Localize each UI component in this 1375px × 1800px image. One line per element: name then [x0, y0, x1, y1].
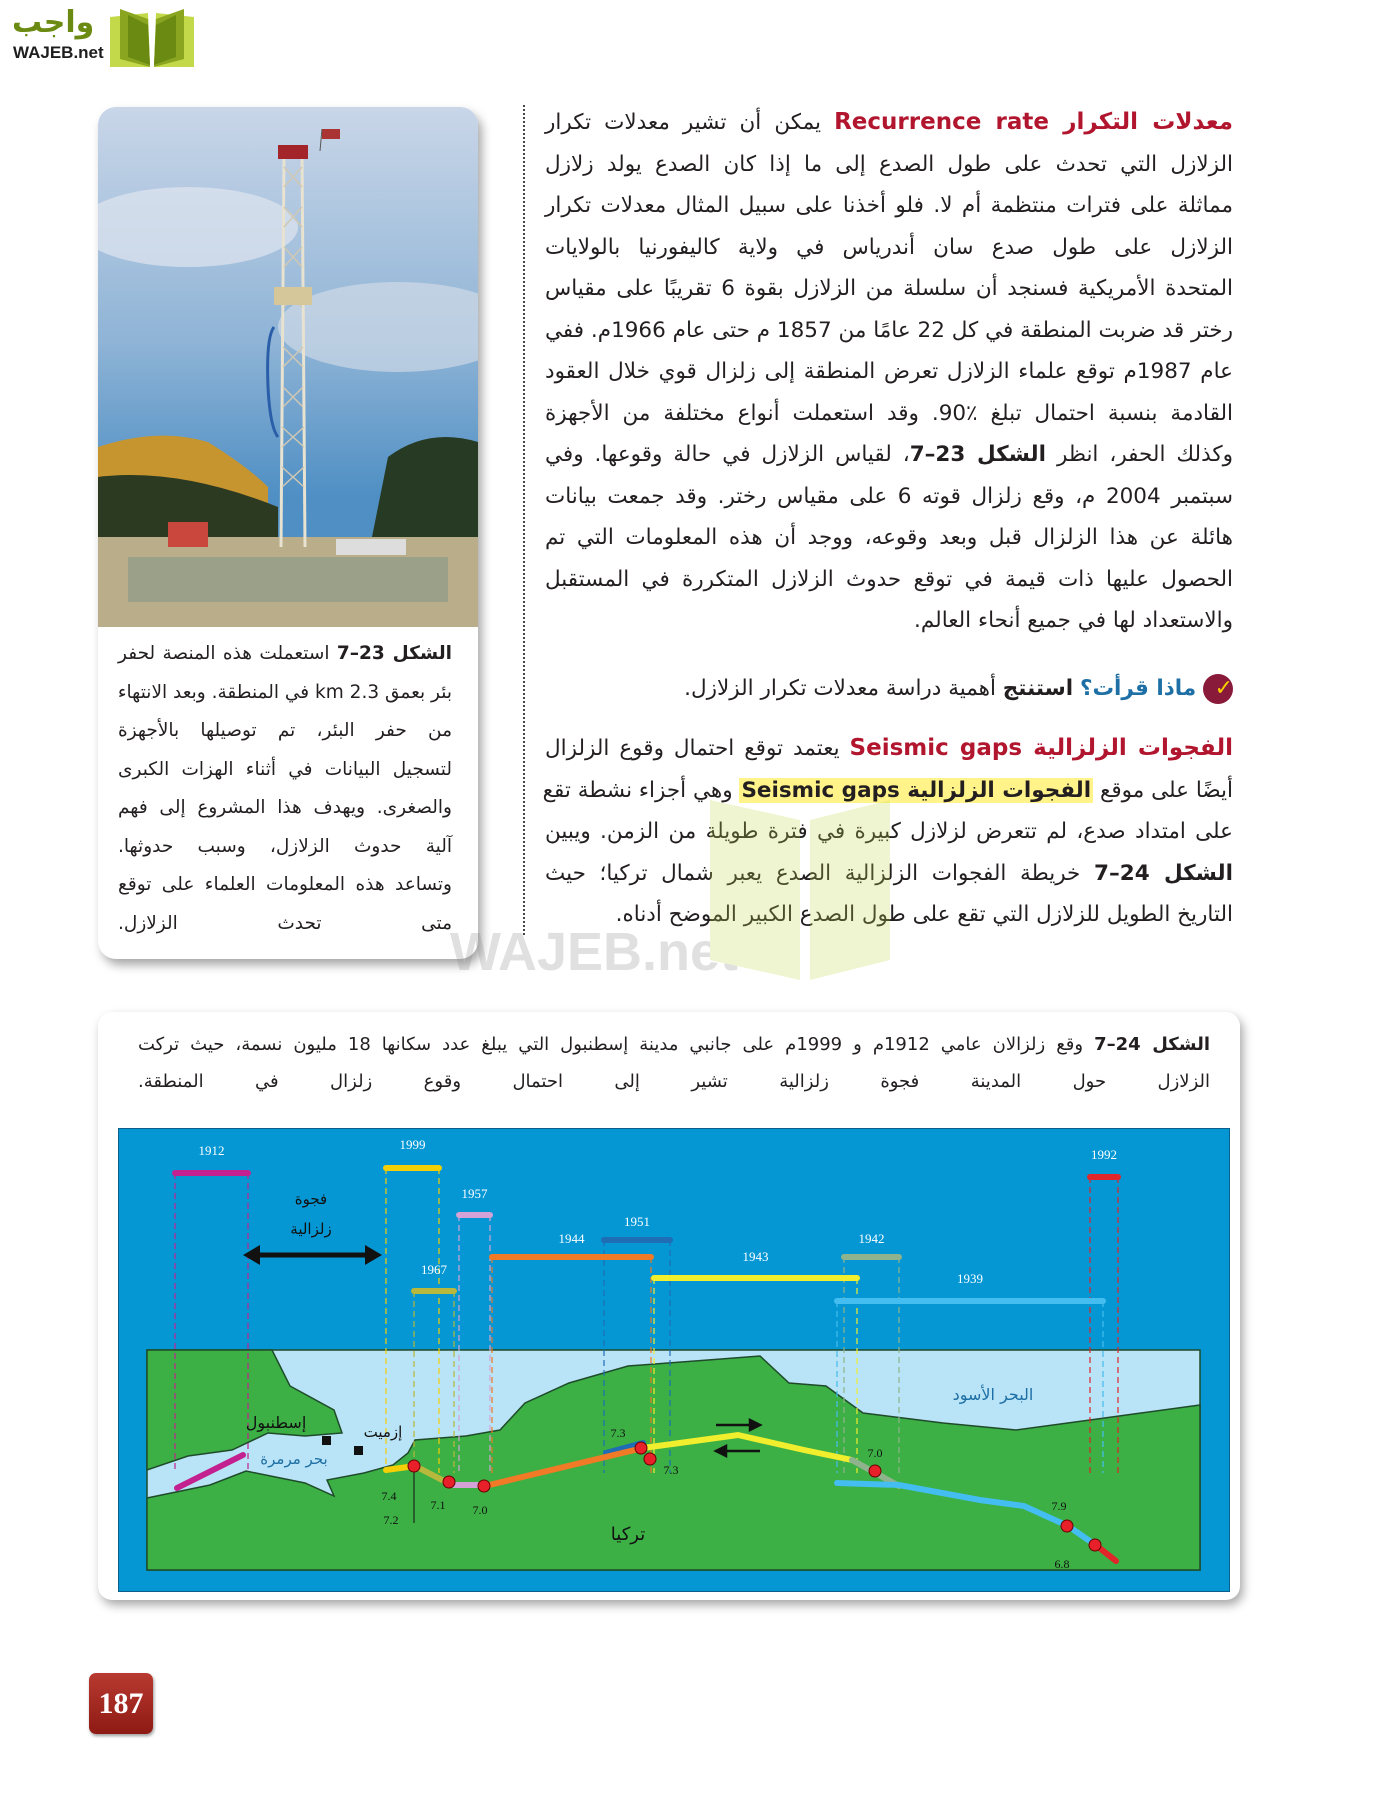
magnitude-label: 6.8 [1054, 1557, 1070, 1571]
text-line [545, 559, 1233, 601]
text-segment: مماثلة على فترات منتظمة أم لا. فلو أخذنا على سبيل المثال معدلات تكرار [545, 193, 1233, 218]
bold-reference: الشكل 23–7 [336, 643, 452, 664]
text-segment: المتحدة الأمريكية فسنجد أن سلسلة من الزلازل بقوة 6 تقريبًا على مقياس [545, 276, 1233, 301]
text-line [118, 905, 452, 944]
text-segment: الزلازل على طول صدع سان أندرياس في ولاية كاليفورنيا بالولايات [545, 234, 1233, 260]
magnitude-label: 7.1 [430, 1498, 446, 1512]
label-turkey: تركيا [610, 1524, 646, 1545]
magnitude-label: 7.9 [1051, 1499, 1067, 1513]
svg-text:WAJEB.net: WAJEB.net [450, 922, 739, 980]
text-segment: استعملت هذه المنصة لحفر [118, 643, 337, 664]
text-segment: القادمة بنسبة احتمال تبلغ ٪90. وقد استعملت أنواع مختلفة من الأجهزة [545, 400, 1233, 426]
label-izmit: إزميت [363, 1423, 403, 1441]
text-segment: وتساعد هذه المعلومات العلماء على توقع [118, 874, 452, 895]
text-line [545, 894, 1233, 936]
figure-23-card [98, 107, 478, 959]
epicenter-dot [869, 1465, 881, 1477]
recurrence-rate-section [545, 102, 1233, 642]
column-divider [523, 105, 525, 935]
section-heading: الفجوات الزلزالية Seismic gaps [849, 735, 1233, 761]
text-line [545, 144, 1233, 186]
magnitude-label: 7.3 [610, 1426, 626, 1440]
text-segment: خريطة الفجوات الزلزالية الصدع يعبر شمال تركيا؛ حيث [545, 860, 1095, 886]
magnitude-label: 7.0 [472, 1503, 488, 1517]
bold-reference: الشكل 23–7 [909, 442, 1046, 467]
reading-check-verb: استنتج [1002, 676, 1074, 701]
text-segment: الزلازل حول المدينة فجوة زلزالية تشير إلى احتمال وقوع زلزال في المنطقة. [138, 1071, 1210, 1092]
text-segment: ، لقياس الزلازل في حالة وقوعها. وفي [545, 442, 910, 467]
label-black-sea: البحر الأسود [952, 1385, 1034, 1404]
text-line [545, 811, 1233, 853]
text-segment: بئر بعمق 2.3 km في المنطقة. وبعد الانتهاء [117, 681, 452, 703]
gap-label-1: فجوة [294, 1190, 328, 1208]
text-line [545, 434, 1233, 476]
text-segment: والاستعداد لها في جميع أنحاء العالم. [914, 608, 1233, 633]
bold-reference: الشكل 24–7 [1094, 860, 1234, 886]
rupture-year-label: 1951 [624, 1214, 650, 1229]
rupture-year-label: 1912 [198, 1143, 225, 1158]
text-segment: عام 1987م توقع علماء الزلازل تعرض المنطقة إلى زلزال قوي خلال العقود [545, 359, 1233, 384]
text-line [545, 600, 1233, 642]
text-segment: وهي أجزاء نشطة تقع [542, 777, 740, 803]
text-line [118, 751, 452, 790]
section-heading: معدلات التكرار Recurrence rate [834, 109, 1233, 135]
text-line [138, 1063, 1210, 1100]
text-line [138, 1026, 1210, 1063]
epicenter-dot [1061, 1520, 1073, 1532]
text-line [545, 476, 1233, 518]
text-segment: يعتمد توقع احتمال وقوع الزلزال [545, 736, 850, 761]
text-line [118, 828, 452, 867]
text-segment: الزلازل التي تحدث على طول الصدع إلى ما إذا كان الصدع يولد زلازل [545, 151, 1233, 177]
label-marmara: بحر مرمرة [260, 1450, 328, 1468]
label-istanbul: إسطنبول [245, 1413, 307, 1432]
magnitude-label: 7.2 [383, 1513, 399, 1527]
izmit-marker [354, 1446, 363, 1455]
logo-arabic: واجب [12, 5, 95, 40]
rupture-year-label: 1942 [858, 1231, 885, 1246]
text-line [545, 102, 1233, 144]
magnitude-label: 7.0 [867, 1446, 883, 1460]
magnitude-label: 7.4 [381, 1489, 397, 1503]
epicenter-dot [478, 1480, 490, 1492]
epicenter-dot [635, 1442, 647, 1454]
text-line [118, 674, 452, 713]
epicenter-dot [408, 1460, 420, 1472]
page-number: 187 [89, 1673, 153, 1734]
text-segment: وكذلك الحفر، انظر [1045, 442, 1233, 467]
gap-label-2: زلزالية [290, 1220, 332, 1238]
epicenter-dot [1089, 1539, 1101, 1551]
text-segment: التاريخ الطويل للزلازل التي تقع على طول الصدع الكبير الموضح أدناه. [615, 902, 1233, 927]
rupture-year-label: 1943 [742, 1249, 769, 1264]
reading-check-text: أهمية دراسة معدلات تكرار الزلازل. [684, 676, 1003, 701]
text-segment: من حفر البئر، تم توصيلها بالأجهزة [118, 720, 452, 741]
checkmark-icon: ✓ [1203, 674, 1233, 704]
text-segment: لتسجيل البيانات في أثناء الهزات الكبرى [118, 758, 452, 780]
seismic-gap-map [118, 1128, 1230, 1592]
text-line [118, 635, 452, 674]
text-segment: سبتمبر 2004 م، وقع زلزال قوته 6 على مقياس رختر. وقد جمعت بيانات [545, 483, 1233, 509]
text-line [545, 853, 1233, 895]
reading-check-label: ماذا قرأت؟ [1079, 676, 1197, 701]
epicenter-dot [644, 1453, 656, 1465]
text-segment: يمكن أن تشير معدلات تكرار [545, 110, 835, 135]
text-segment: وقع زلزالان عامي 1912م و 1999م على جانبي مدينة إسطنبول التي يبلغ عدد سكانها 18 مليون نسمة، حيث تركت [138, 1034, 1095, 1055]
text-segment: الحصول عليها ذات قيمة في توقع حدوث الزلازل المتكررة في المستقبل [545, 566, 1233, 592]
drilling-rig-photo [98, 107, 478, 627]
text-segment: والصغرى. ويهدف هذا المشروع إلى فهم [118, 797, 452, 818]
text-segment: هائلة عن هذا الزلزال قبل وبعد وقوعه، ووجد أن هذه المعلومات التي تم [545, 525, 1233, 550]
text-segment: على امتداد صدع، لم تتعرض لزلازل كبيرة في فترة طويلة من الزمن. ويبين [545, 819, 1233, 844]
text-line [545, 268, 1233, 310]
figure-24-caption [138, 1026, 1210, 1100]
text-segment: متى تحدث الزلازل. [118, 912, 452, 934]
rupture-year-label: 1967 [421, 1262, 447, 1277]
rupture-year-label: 1992 [1091, 1147, 1117, 1162]
text-line [545, 227, 1233, 269]
text-line [542, 770, 1233, 812]
istanbul-marker [322, 1436, 331, 1445]
text-segment: رختر قد ضربت المنطقة في كل 22 عامًا من 1857 م حتى عام 1966م. ففي [545, 317, 1233, 343]
seismic-gaps-section [542, 728, 1234, 936]
text-line [118, 866, 452, 905]
text-line [545, 351, 1233, 393]
text-line [545, 517, 1233, 559]
text-line [118, 789, 452, 828]
logo-latin: WAJEB.net [13, 43, 104, 62]
wajeb-logo [10, 5, 190, 67]
magnitude-label: 7.3 [663, 1463, 679, 1477]
text-line [545, 728, 1233, 770]
rupture-year-label: 1999 [399, 1137, 426, 1152]
text-segment: أيضًا على موقع [1093, 777, 1233, 803]
rupture-year-label: 1944 [558, 1231, 585, 1246]
text-segment: آلية حدوث الزلازل، وسبب حدوثها. [118, 835, 452, 857]
open-book-icon [106, 5, 198, 67]
epicenter-dot [443, 1476, 455, 1488]
text-line [545, 185, 1233, 227]
rupture-year-label: 1939 [957, 1271, 983, 1286]
highlighted-term: الفجوات الزلزالية Seismic gaps [741, 777, 1092, 803]
rupture-year-label: 1957 [461, 1186, 488, 1201]
bold-reference: الشكل 24–7 [1094, 1034, 1211, 1055]
text-line [118, 712, 452, 751]
text-line [545, 393, 1233, 435]
text-line [545, 310, 1233, 352]
reading-check [545, 668, 1233, 710]
figure-23-caption [118, 635, 452, 943]
